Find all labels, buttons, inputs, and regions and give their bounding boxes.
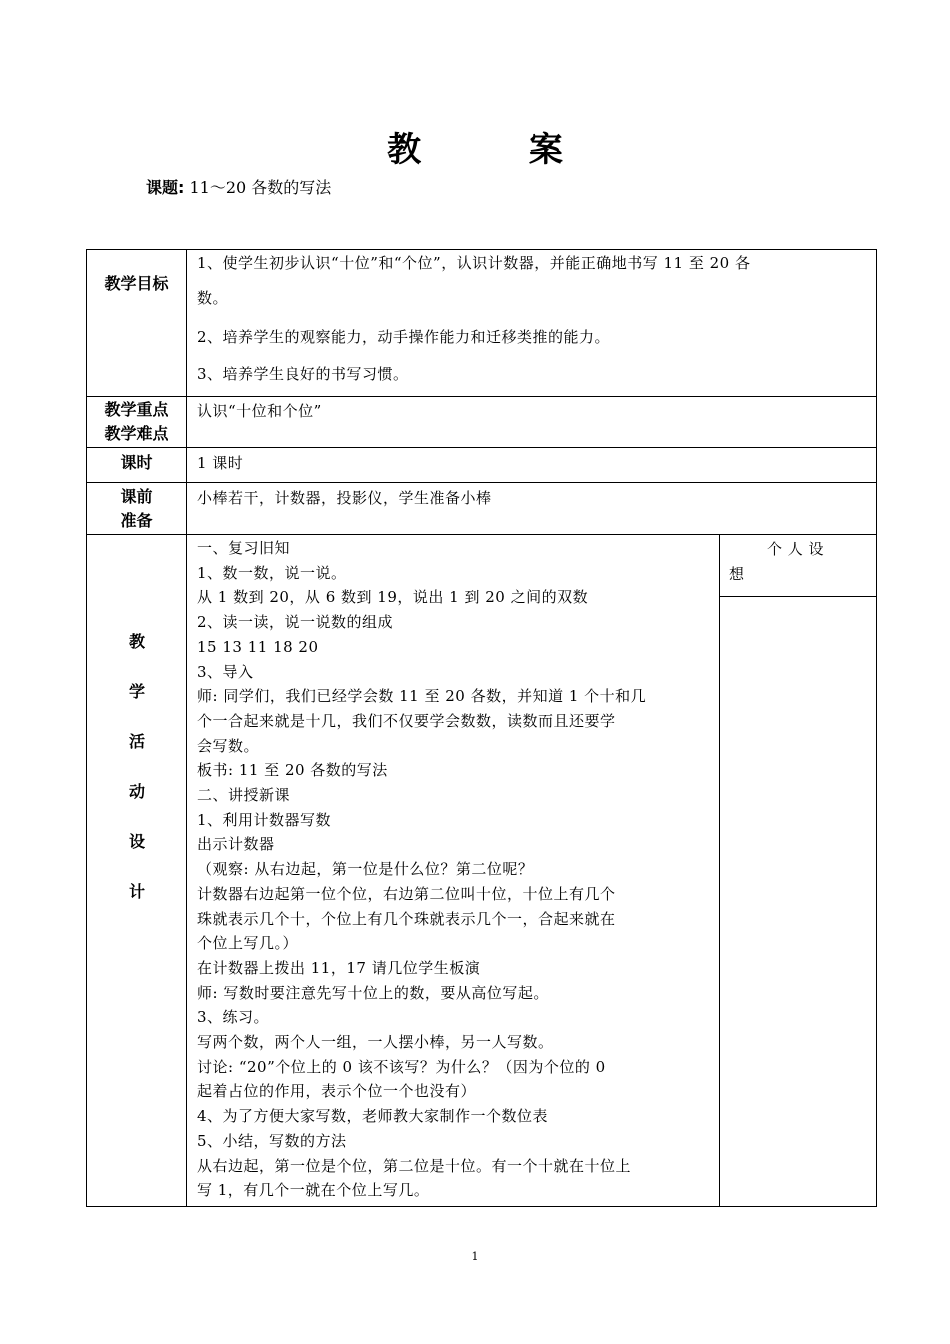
objective-line: 2、培养学生的观察能力，动手操作能力和迁移类推的能力。 — [197, 328, 611, 346]
activity-line: 二、讲授新课 — [197, 786, 291, 804]
duration-value: 1 课时 — [197, 454, 244, 472]
activity-line: 会写数。 — [197, 736, 260, 755]
activity-line: 板书: 11 至 20 各数的写法 — [197, 761, 388, 780]
activity-label-char: 计 — [128, 882, 145, 901]
prep-value: 小棒若干，计数器，投影仪，学生准备小棒 — [197, 489, 492, 507]
page-number: 1 — [471, 1250, 479, 1263]
activity-line: 出示计数器 — [197, 835, 275, 854]
notes-header-divider — [720, 596, 876, 597]
activity-line: 个位上写几。） — [197, 934, 299, 953]
lesson-plan-table — [86, 249, 877, 1207]
activity-line: 起着占位的作用，表示个位一个也没有） — [197, 1082, 477, 1101]
activity-line: 写两个数，两个人一组，一人摆小棒，另一人写数。 — [197, 1033, 554, 1051]
activity-line: 3、导入 — [197, 662, 254, 681]
activity-line: 从右边起，第一位是个位，第二位是十位。有一个十就在十位上 — [197, 1156, 632, 1175]
row-divider — [87, 396, 876, 397]
activity-line: 一、复习旧知 — [197, 539, 291, 557]
objective-line: 1、使学生初步认识“十位”和“个位”，认识计数器，并能正确地书写 11 至 20 各 — [197, 254, 751, 272]
activity-line: 1、数一数，说一说。 — [197, 563, 347, 582]
prep-label: 课前 — [120, 487, 153, 506]
activity-line: 写 1，有几个一就在个位上写几。 — [197, 1181, 430, 1200]
activity-line: 珠就表示几个十，个位上有几个珠就表示几个一，合起来就在 — [197, 909, 616, 928]
subject-label: 课题: — [146, 178, 185, 197]
activity-line: 从 1 数到 20，从 6 数到 19，说出 1 到 20 之间的双数 — [197, 588, 589, 607]
row-divider — [87, 482, 876, 483]
activity-line: 2、读一读，说一说数的组成 — [197, 613, 394, 632]
activity-label-char: 学 — [128, 682, 145, 701]
duration-label: 课时 — [120, 453, 153, 472]
notes-header-2: 想 — [729, 565, 745, 583]
activity-line: 3、练习。 — [197, 1008, 270, 1027]
difficulties-label: 教学难点 — [104, 424, 169, 443]
objectives-label: 教学目标 — [104, 274, 169, 293]
subject-value: 11～20 各数的写法 — [189, 178, 332, 197]
row-divider — [87, 447, 876, 448]
activity-line: 4、为了方便大家写数，老师教大家制作一个数位表 — [197, 1107, 549, 1126]
activity-label-char: 设 — [128, 832, 145, 851]
objective-line: 3、培养学生良好的书写习惯。 — [197, 365, 409, 383]
activity-line: 5、小结，写数的方法 — [197, 1131, 347, 1150]
activity-line: 15 13 11 18 20 — [197, 637, 319, 656]
activity-label-char: 动 — [128, 782, 145, 801]
activity-line: 在计数器上拨出 11，17 请几位学生板演 — [197, 958, 481, 977]
key-points-label: 教学重点 — [104, 400, 169, 419]
objective-line: 数。 — [197, 289, 229, 307]
page-title: 教 案 — [387, 130, 611, 170]
lesson-subject — [146, 178, 331, 198]
activity-line: 师: 写数时要注意先写十位上的数，要从高位写起。 — [197, 983, 549, 1002]
label-column-divider — [186, 250, 187, 1206]
notes-column-divider — [719, 535, 720, 1206]
prep-label-2: 准备 — [120, 511, 153, 530]
activity-line: 1、利用计数器写数 — [197, 810, 332, 829]
key-points-value: 认识“十位和个位” — [197, 402, 322, 420]
row-divider — [87, 534, 876, 535]
activity-line: 个一合起来就是十几，我们不仅要学会数数，读数而且还要学 — [197, 711, 616, 730]
activity-line: 计数器右边起第一位个位，右边第二位叫十位，十位上有几个 — [197, 884, 616, 903]
activity-line: 讨论: “20”个位上的 0 该不该写？为什么？（因为个位的 0 — [197, 1057, 606, 1076]
activity-line: 师: 同学们，我们已经学会数 11 至 20 各数，并知道 1 个十和几 — [197, 687, 647, 706]
activity-label-char: 教 — [128, 632, 145, 651]
activity-label-char: 活 — [128, 732, 145, 751]
activity-line: （观察: 从右边起，第一位是什么位？第二位呢？ — [197, 860, 534, 879]
notes-header: 个 人 设 — [767, 540, 825, 558]
